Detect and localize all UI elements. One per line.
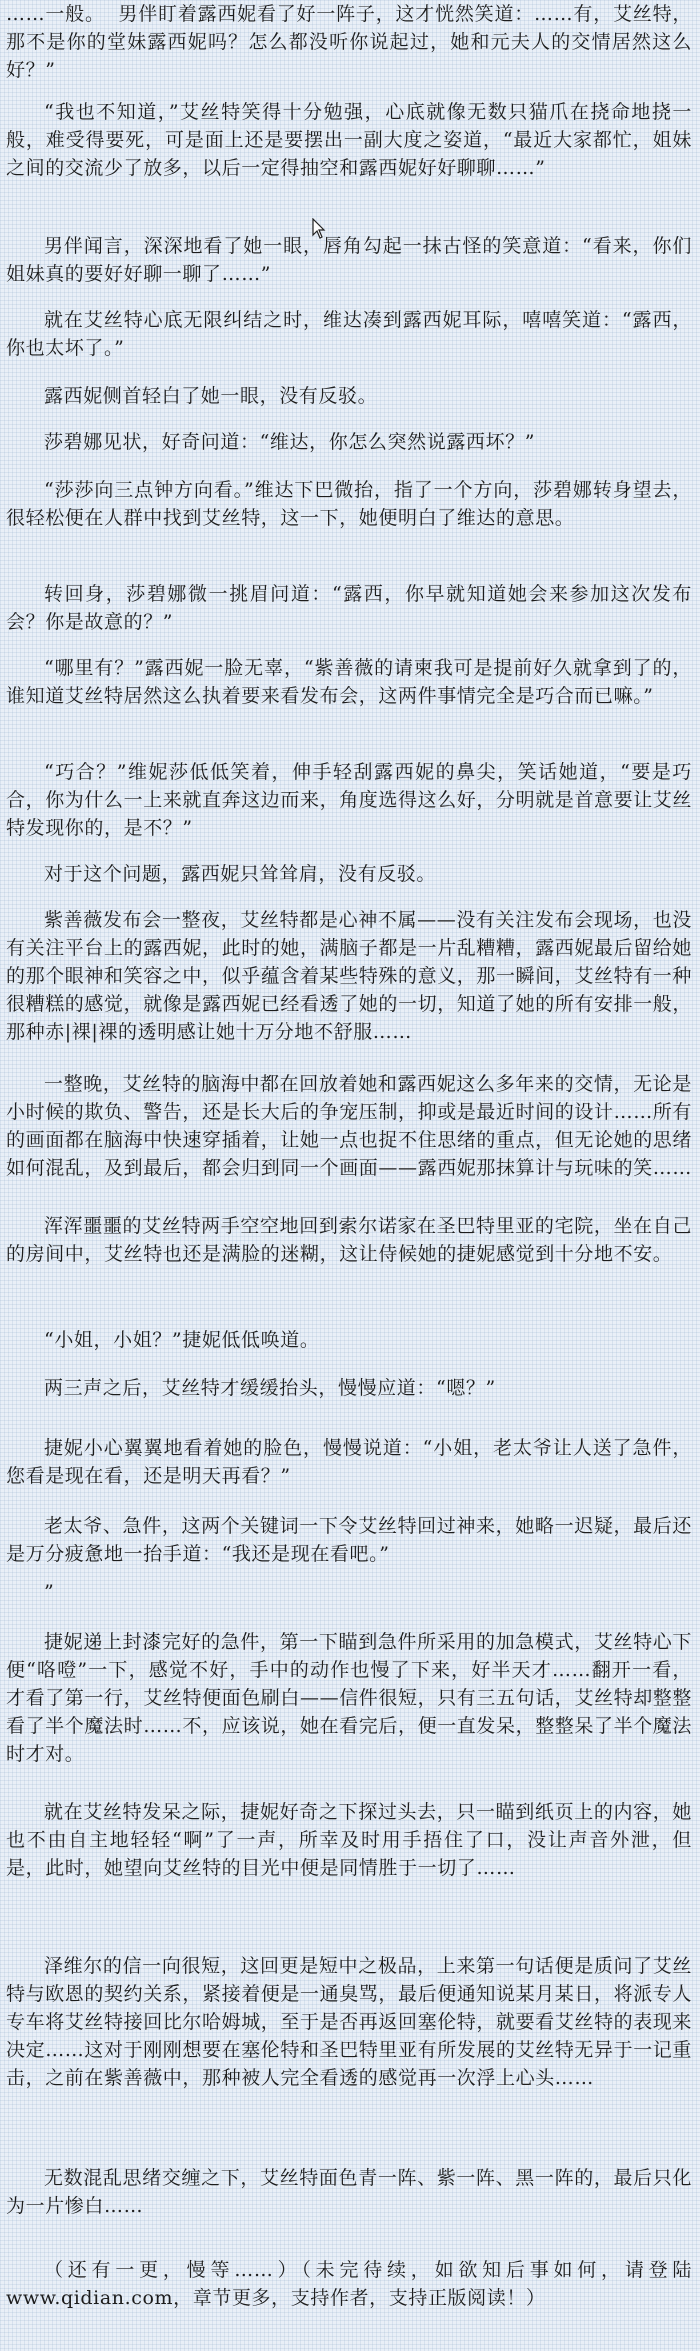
paragraph-18: 老太爷、急件，这两个关键词一下令艾丝特回过神来，她略一迟疑，最后还是万分疲惫地一抬手道：“我还是现在看吧。” (6, 1515, 692, 1565)
paragraph-13: 一整晚，艾丝特的脑海中都在回放着她和露西妮这么多年来的交情，无论是小时候的欺负、警告，还是长大后的争宠压制，抑或是最近时间的设计……所有的画面都在脑海中快速穿插着，让她一点也捉不住思绪的重点，但无论她的思绪如何混乱，及到最后，都会归到同一个画面——露西妮那抹算计与玩味的笑…… (6, 1073, 693, 1179)
paragraph-16: 两三声之后，艾丝特才缓缓抬头，慢慢应道：“嗯？” (44, 1377, 496, 1399)
paragraph-4: 就在艾丝特心底无限纠结之时，维达凑到露西妮耳际，嘻嘻笑道：“露西，你也太坏了。” (6, 309, 692, 359)
paragraph-14: 浑浑噩噩的艾丝特两手空空地回到索尔诺家在圣巴特里亚的宅院，坐在自己的房间中，艾丝特也还是满脸的迷糊，这让侍候她的捷妮感觉到十分地不安。 (6, 1215, 692, 1265)
paragraph-1: ……一般。 男伴盯着露西妮看了好一阵子，这才恍然笑道：……有，艾丝特，那不是你的堂妹露西妮吗？怎么都没听你说起过，她和元夫人的交情居然这么好？” (6, 3, 692, 81)
paragraph-11: 对于这个问题，露西妮只耸耸肩，没有反驳。 (44, 863, 437, 885)
paragraph-19: ” (44, 1581, 55, 1603)
paragraph-20: 捷妮递上封漆完好的急件，第一下瞄到急件所采用的加急模式，艾丝特心下便“咯噔”一下，感觉不好，手中的动作也慢了下来，好半天才……翻开一看，才看了第一行，艾丝特便面色刷白——信件很短，只有三五句话，艾丝特却整整看了半个魔法时……不，应该说，她在看完后，便一直发呆，整整呆了半个魔法时才对。 (6, 1631, 693, 1765)
paragraph-6: 莎碧娜见状，好奇问道：“维达，你怎么突然说露西坏？” (44, 431, 536, 453)
paragraph-5: 露西妮侧首轻白了她一眼，没有反驳。 (44, 385, 378, 407)
paragraph-12: 紫善薇发布会一整夜，艾丝特都是心神不属——没有关注发布会现场，也没有关注平台上的露西妮，此时的她，满脑子都是一片乱糟糟，露西妮最后留给她的那个眼神和笑容之中，似乎蕴含着某些特殊的意义，那一瞬间，艾丝特有一种很糟糕的感觉，就像是露西妮已经看透了她的一切，知道了她的所有安排一般，那种赤|裸|裸的透明感让她十万分地不舒服…… (6, 909, 693, 1043)
paragraph-7: “莎莎向三点钟方向看。”维达下巴微抬，指了一个方向，莎碧娜转身望去，很轻松便在人群中找到艾丝特，这一下，她便明白了维达的意思。 (6, 479, 692, 529)
paragraph-10: “巧合？”维妮莎低低笑着，伸手轻刮露西妮的鼻尖，笑话她道，“要是巧合，你为什么一上来就直奔这边而来，角度选得这么好，分明就是首意要让艾丝特发现你的，是不？” (6, 761, 693, 839)
mouse-cursor-icon (312, 218, 326, 240)
paragraph-22: 泽维尔的信一向很短，这回更是短中之极品，上来第一句话便是质问了艾丝特与欧恩的契约关系，紧接着便是一通臭骂，最后便通知说某月某日，将派专人专车将艾丝特接回比尔哈姆城，至于是否再返回塞伦特，就要看艾丝特的表现来决定……这对于刚刚想要在塞伦特和圣巴特里亚有所发展的艾丝特无异于一记重击，之前在紫善薇中，那种被人完全看透的感觉再一次浮上心头…… (6, 1955, 693, 2089)
paragraph-21: 就在艾丝特发呆之际，捷妮好奇之下探过头去，只一瞄到纸页上的内容，她也不由自主地轻轻“啊”了一声，所幸及时用手捂住了口，没让声音外泄，但是，此时，她望向艾丝特的目光中便是同情胜于一切了…… (6, 1801, 692, 1879)
paragraph-3: 男伴闻言，深深地看了她一眼，唇角勾起一抹古怪的笑意道：“看来，你们姐妹真的要好好聊一聊了……” (6, 235, 692, 285)
paragraph-17: 捷妮小心翼翼地看着她的脸色，慢慢说道：“小姐，老太爷让人送了急件，您看是现在看，还是明天再看？” (6, 1437, 692, 1487)
paragraph-9: “哪里有？”露西妮一脸无辜，“紫善薇的请柬我可是提前好久就拿到了的，谁知道艾丝特居然这么执着要来看发布会，这两件事情完全是巧合而已嘛。” (6, 657, 692, 707)
paragraph-15: “小姐，小姐？”捷妮低低唤道。 (44, 1329, 320, 1351)
paragraph-24: （还有一更，慢等……）（未完待续，如欲知后事如何，请登陆www.qidian.com，章节更多，支持作者，支持正版阅读！） (6, 2259, 692, 2309)
paragraph-2: “我也不知道，”艾丝特笑得十分勉强，心底就像无数只猫爪在挠命地挠一般，难受得要死，可是面上还是要摆出一副大度之姿道，“最近大家都忙，姐妹之间的交流少了放多，以后一定得抽空和露西妮好好聊聊……” (6, 101, 692, 179)
paragraph-8: 转回身，莎碧娜微一挑眉问道：“露西，你早就知道她会来参加这次发布会？你是故意的？” (6, 583, 692, 633)
paragraph-23: 无数混乱思绪交缠之下，艾丝特面色青一阵、紫一阵、黑一阵的，最后只化为一片惨白…… (6, 2167, 692, 2217)
